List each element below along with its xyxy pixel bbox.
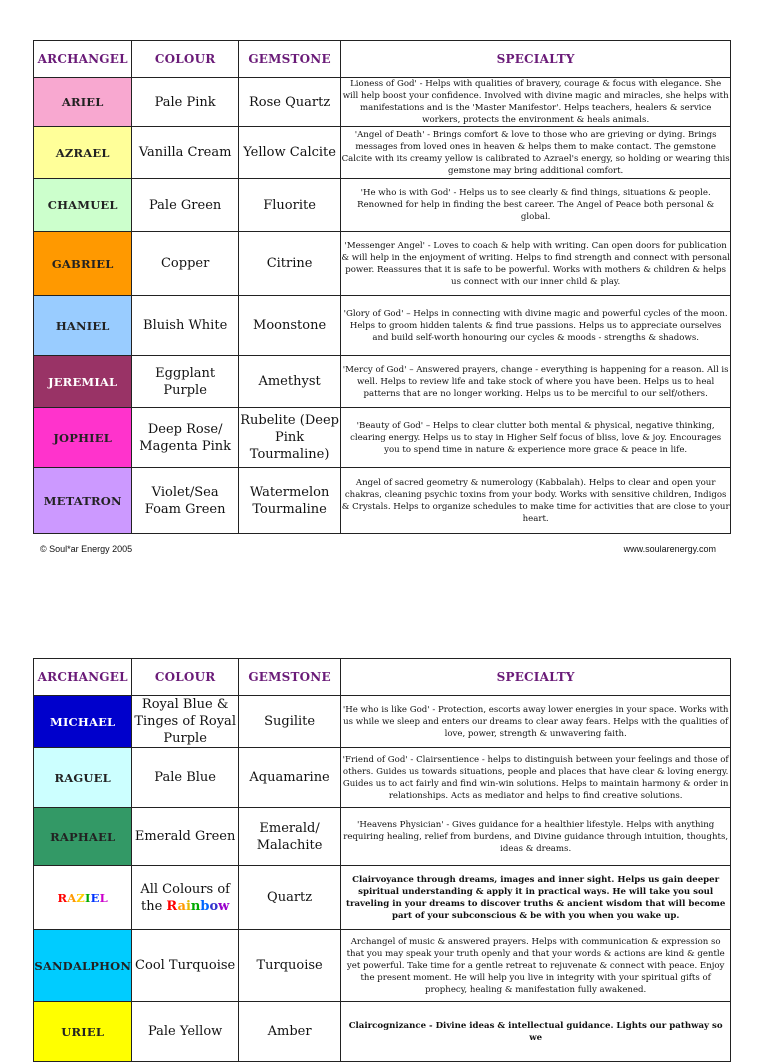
colour-cell: Royal Blue & Tinges of Royal Purple	[132, 696, 238, 748]
table-row	[34, 748, 731, 808]
header-colour: COLOUR	[132, 659, 238, 696]
colour-cell: Pale Blue	[132, 748, 238, 808]
archangel-name: CHAMUEL	[34, 179, 132, 232]
gemstone-cell: Citrine	[238, 232, 340, 296]
archangel-table-1	[33, 40, 731, 534]
rainbow-letter: i	[185, 898, 191, 914]
colour-cell: Bluish White	[132, 296, 238, 356]
gemstone-cell: Watermelon Tourmaline	[238, 468, 340, 534]
table-header-row	[34, 41, 731, 78]
header-colour: COLOUR	[132, 41, 238, 78]
header-gemstone: GEMSTONE	[238, 41, 340, 78]
gemstone-cell: Rose Quartz	[238, 78, 340, 127]
table-row	[34, 232, 731, 296]
archangel-name: RAGUEL	[34, 748, 132, 808]
table-row	[34, 1002, 731, 1062]
table-row	[34, 296, 731, 356]
archangel-name: GABRIEL	[34, 232, 132, 296]
archangel-name: JEREMIAL	[34, 356, 132, 408]
specialty-cell: Claircognizance - Divine ideas & intellectual guidance. Lights our pathway so we	[341, 1002, 731, 1062]
specialty-cell: Angel of sacred geometry & numerology (Kabbalah). Helps to clear and open your chakras, cleaning psychic toxins from your body. Works with sensitive children, Indigos & Crystals. Helps to organize schedules to make time for activities that are close to your heart.	[341, 468, 731, 534]
website-url: www.soularenergy.com	[623, 544, 716, 554]
colour-cell: Pale Green	[132, 179, 238, 232]
colour-cell	[132, 866, 238, 930]
rainbow-letter: R	[166, 898, 178, 914]
archangel-table-2	[33, 658, 731, 1062]
specialty-cell: 'Messenger Angel' - Loves to coach & help with writing. Can open doors for publication & will help in the enjoyment of writing. Helps to find strength and connect with personal power. Reassures that it is safe to be powerful. Works with mothers & children & helps us connect with our inner child & play.	[341, 232, 731, 296]
raziel-letter: I	[85, 890, 91, 905]
raziel-letter: A	[67, 890, 77, 905]
gemstone-cell: Yellow Calcite	[238, 127, 340, 179]
archangel-name: MICHAEL	[34, 696, 132, 748]
table-row	[34, 127, 731, 179]
specialty-cell: Lioness of God' - Helps with qualities of bravery, courage & focus with elegance. She will help boost your confidence. Involved with divine magic and miracles, she helps with manifestations and is the 'Master Manifestor'. Helps teachers, healers & service workers, protects the environment & heals animals.	[342, 79, 729, 125]
header-specialty: SPECIALTY	[341, 41, 731, 78]
specialty-cell: 'Beauty of God' – Helps to clear clutter both mental & physical, negative thinking, clearing energy. Helps us to stay in Higher Self focus of bliss, love & joy. Encourages you to spend time in nature & experience more grace & peace in life.	[341, 408, 731, 468]
table-row	[34, 408, 731, 468]
gemstone-cell: Sugilite	[238, 696, 340, 748]
specialty-cell: Archangel of music & answered prayers. Helps with communication & expression so that you may speak your truth openly and that your words & actions are kind & gentle yet powerful. Take time for a gentle retreat to rejuvenate & connect with peace. Enjoy the present moment. He will help you live in integrity with your spiritual gifts of prophecy, healing & manifestation fully awakened.	[341, 930, 731, 1002]
specialty-cell: 'Angel of Death' - Brings comfort & love to those who are grieving or dying. Brings messages from loved ones in heaven & helps them to make contact. The gemstone Calcite with its creamy yellow is calibrated to Azrael's energy, so holding or wearing this gemstone may bring additional comfort.	[341, 127, 731, 179]
gemstone-cell: Turquoise	[238, 930, 340, 1002]
specialty-cell: 'Heavens Physician' - Gives guidance for a healthier lifestyle. Helps with anything requiring healing, relief from burdens, and Divine guidance through intuition, thoughts, ideas & dreams.	[341, 808, 731, 866]
raziel-letter: L	[99, 890, 108, 905]
table-header-row	[34, 659, 731, 696]
specialty-cell: 'He who is like God' - Protection, escorts away lower energies in your space. Works with us while we sleep and enters our dreams to clear away fears. Helps with the qualities of love, power, strength & unwavering faith.	[341, 696, 731, 748]
gemstone-cell: Quartz	[238, 866, 340, 930]
colour-cell: Copper	[132, 232, 238, 296]
archangel-name: ARIEL	[34, 78, 132, 127]
archangel-name: HANIEL	[34, 296, 132, 356]
gemstone-cell: Rubelite (Deep Pink Tourmaline)	[238, 408, 340, 468]
table-row	[34, 696, 731, 748]
gemstone-cell: Fluorite	[238, 179, 340, 232]
colour-cell: Pale Pink	[132, 78, 238, 127]
table-row	[34, 930, 731, 1002]
colour-cell: Violet/Sea Foam Green	[132, 468, 238, 534]
archangel-name	[34, 866, 132, 930]
table-row	[34, 356, 731, 408]
rainbow-letter: a	[177, 898, 186, 914]
raziel-letter: Z	[76, 890, 86, 905]
archangel-name: SANDALPHON	[34, 930, 132, 1002]
gemstone-cell: Emerald/ Malachite	[238, 808, 340, 866]
header-gemstone: GEMSTONE	[238, 659, 340, 696]
rainbow-letter: b	[200, 898, 210, 914]
archangel-name: METATRON	[34, 468, 132, 534]
colour-text-visible: All Colours of the	[140, 881, 230, 914]
archangel-name: URIEL	[34, 1002, 132, 1062]
header-archangel: ARCHANGEL	[34, 659, 132, 696]
specialty-cell: 'He who is with God' - Helps us to see clearly & find things, situations & people. Renowned for help in finding the best career. The Angel of Peace both personal & global.	[341, 179, 731, 232]
header-specialty: SPECIALTY	[341, 659, 731, 696]
gemstone-cell: Moonstone	[238, 296, 340, 356]
archangel-name: JOPHIEL	[34, 408, 132, 468]
rainbow-letter: n	[190, 898, 201, 914]
colour-cell: Eggplant Purple	[132, 356, 238, 408]
table-row	[34, 808, 731, 866]
gemstone-cell: Amethyst	[238, 356, 340, 408]
table-row	[34, 468, 731, 534]
rainbow-letter: o	[209, 898, 219, 914]
header-archangel: ARCHANGEL	[34, 41, 132, 78]
colour-cell: Pale Yellow	[132, 1002, 238, 1062]
rainbow-letter: w	[218, 898, 230, 914]
copyright-text: © Soul*ar Energy 2005	[40, 544, 133, 554]
colour-cell: Cool Turquoise	[132, 930, 238, 1002]
specialty-cell: 'Glory of God' – Helps in connecting with divine magic and powerful cycles of the moon. Helps to groom hidden talents & find true passions. Helps us to appreciate ourselves and build self-worth honouring our cycles & moods - strengths & shadows.	[341, 296, 731, 356]
table-row	[34, 179, 731, 232]
gemstone-cell: Aquamarine	[238, 748, 340, 808]
rainbow-word	[166, 899, 229, 914]
raziel-letter: R	[57, 890, 68, 905]
table-row	[34, 78, 731, 127]
specialty-cell: 'Mercy of God' – Answered prayers, change - everything is happening for a reason. All is well. Helps to review life and take stock of where you have been. Helps us to heal patterns that are no longer working. Helps us to be merciful to our self/others.	[341, 356, 731, 408]
archangel-name: RAPHAEL	[34, 808, 132, 866]
archangel-name: AZRAEL	[34, 127, 132, 179]
gemstone-cell: Amber	[238, 1002, 340, 1062]
raziel-letter: E	[90, 890, 100, 905]
colour-cell: Vanilla Cream	[132, 127, 238, 179]
colour-cell: Deep Rose/ Magenta Pink	[132, 408, 238, 468]
colour-cell: Emerald Green	[132, 808, 238, 866]
table-row	[34, 866, 731, 930]
specialty-cell: 'Friend of God' - Clairsentience - helps to distinguish between your feelings and those of others. Guides us towards situations, people and places that have clear & loving energy. Guides us to act fairly and find win-win solutions. Helps to maintain harmony & order in relationships. Acts as mediator and helps to find creative solutions.	[341, 748, 731, 808]
specialty-cell: Clairvoyance through dreams, images and inner sight. Helps us gain deeper spiritual understanding & apply it in practical ways. He will take you soul traveling in your dreams to discover truths & ancient wisdom that will become part of your subconscious & be with you when you wake up.	[341, 866, 731, 930]
